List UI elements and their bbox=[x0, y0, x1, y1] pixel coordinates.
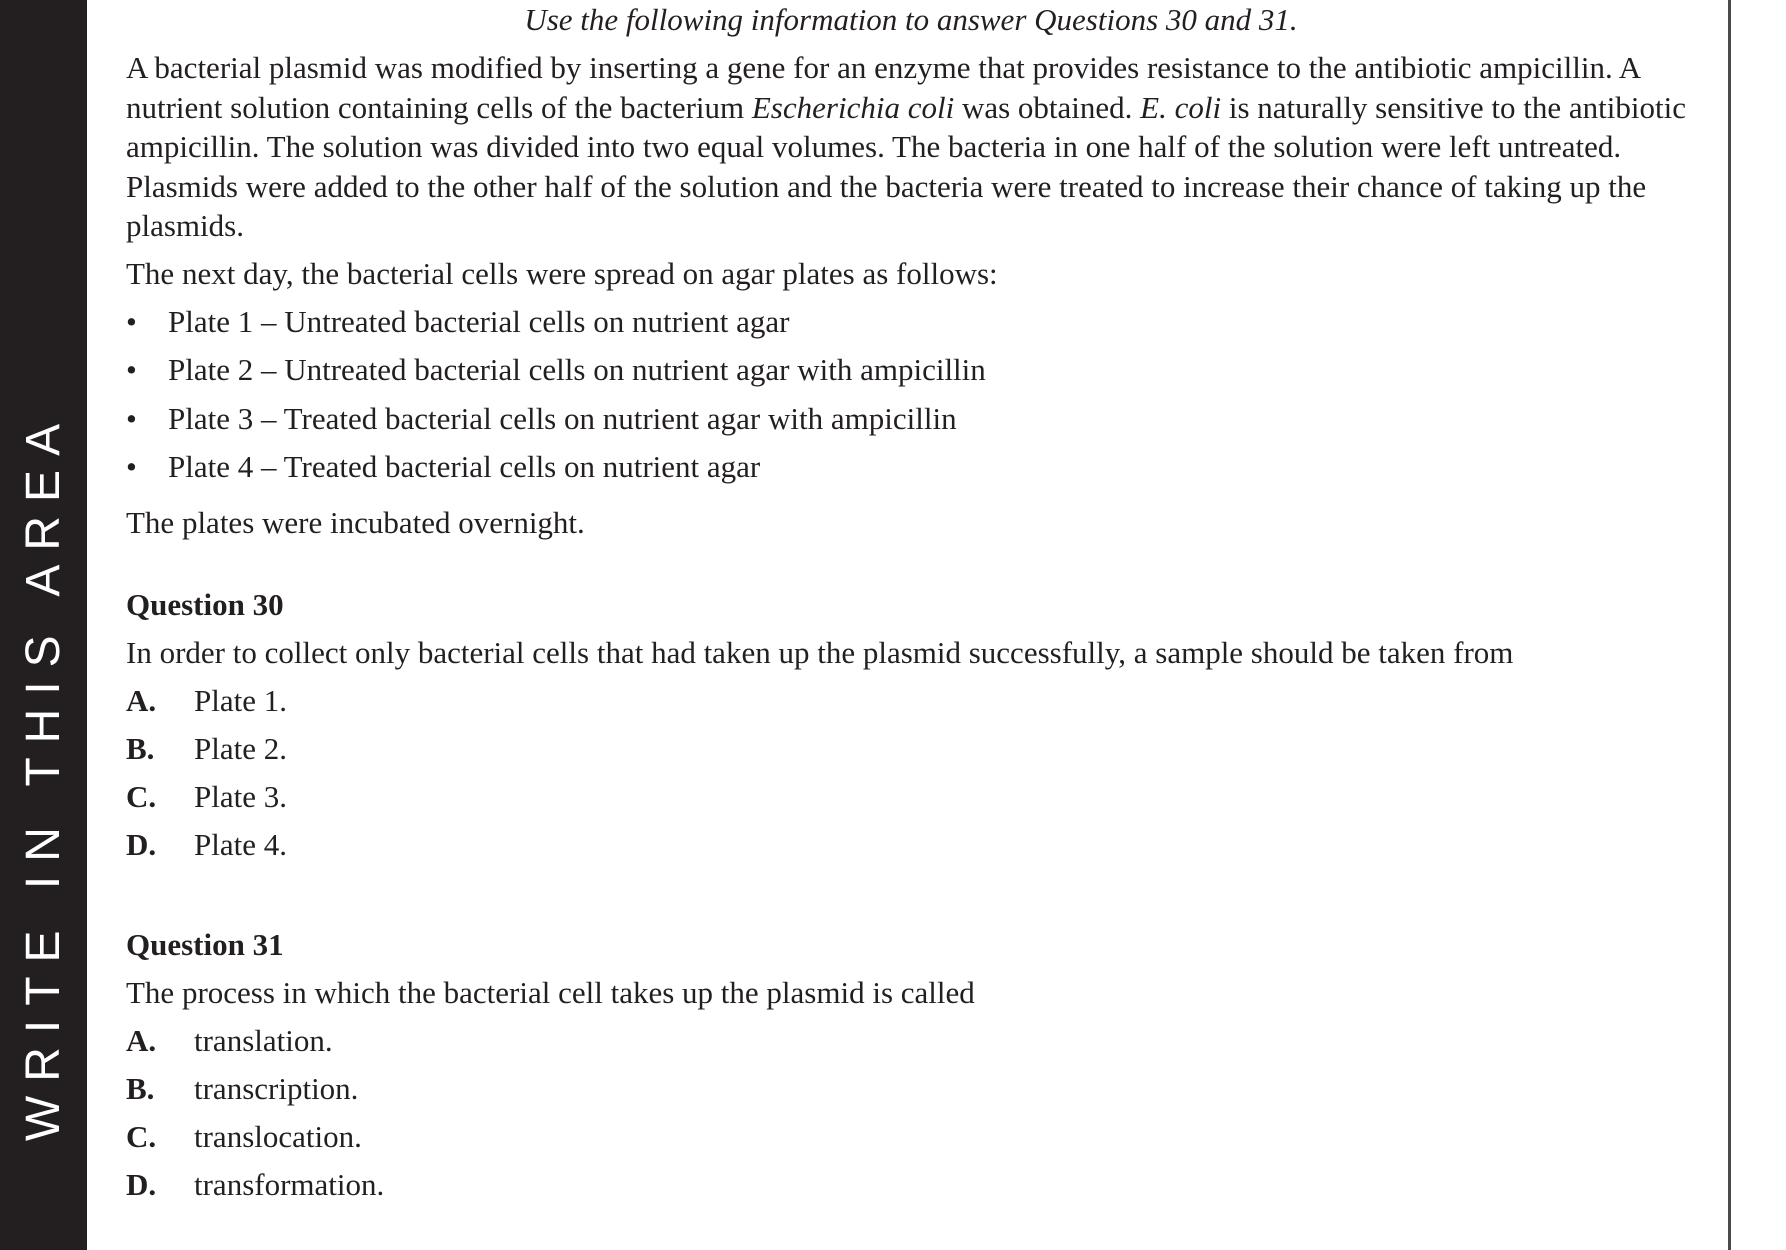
list-item-text: Plate 4 – Treated bacterial cells on nutrient agar bbox=[168, 449, 761, 484]
bullet-icon: • bbox=[126, 401, 137, 436]
passage-paragraph-2: The next day, the bacterial cells were spread on agar plates as follows: bbox=[126, 256, 998, 291]
option-letter: C. bbox=[126, 1119, 157, 1154]
question-30-stem: In order to collect only bacterial cells that had taken up the plasmid successfully, a sample should be taken from bbox=[126, 635, 1514, 670]
option-letter: D. bbox=[126, 827, 157, 862]
bullet-icon: • bbox=[126, 449, 137, 484]
margin-label: WRITE IN THIS AREA bbox=[17, 409, 70, 1141]
option-text: Plate 3. bbox=[194, 779, 287, 814]
species-name: Escherichia coli bbox=[751, 89, 955, 125]
option-letter: B. bbox=[126, 1071, 155, 1106]
list-item-text: Plate 1 – Untreated bacterial cells on nutrient agar bbox=[168, 304, 790, 339]
passage-paragraph-1 bbox=[126, 48, 1696, 246]
option-text: Plate 4. bbox=[194, 827, 287, 862]
right-border-rule bbox=[1728, 0, 1731, 1250]
option-letter: C. bbox=[126, 779, 157, 814]
option-text: translocation. bbox=[194, 1119, 362, 1154]
option-text: translation. bbox=[194, 1023, 333, 1058]
question-31-title: Question 31 bbox=[126, 927, 284, 962]
option-text: Plate 2. bbox=[194, 731, 287, 766]
passage-text-b: was obtained. bbox=[954, 89, 1141, 125]
margin-label-container bbox=[0, 0, 87, 1250]
option-letter: B. bbox=[126, 731, 155, 766]
option-text: Plate 1. bbox=[194, 683, 287, 718]
list-item-text: Plate 3 – Treated bacterial cells on nutrient agar with ampicillin bbox=[168, 401, 957, 436]
option-letter: A. bbox=[126, 683, 157, 718]
option-text: transformation. bbox=[194, 1167, 385, 1202]
passage-text-c: is naturally sensitive to the antibiotic ampicillin. The solution was divided into two equal volumes. The bacteria in one half of the solution were left untreated. Plasmids were added to the other half of the solution and the bacteria were treated to increase their chance of taking up the plasmids. bbox=[126, 89, 1686, 243]
option-letter: A. bbox=[126, 1023, 157, 1058]
intro-instruction: Use the following information to answer Questions 30 and 31. bbox=[524, 2, 1298, 37]
species-abbrev: E. coli bbox=[1140, 89, 1222, 125]
passage-paragraph-3: The plates were incubated overnight. bbox=[126, 505, 585, 540]
bullet-icon: • bbox=[126, 304, 137, 339]
question-31-stem: The process in which the bacterial cell takes up the plasmid is called bbox=[126, 975, 975, 1010]
option-text: transcription. bbox=[194, 1071, 359, 1106]
option-letter: D. bbox=[126, 1167, 157, 1202]
passage-text-a: A bacterial plasmid was modified by inserting a gene for an enzyme that provides resistance to the antibiotic ampicillin. A nutrient solution containing cells of the bacterium bbox=[126, 50, 1640, 125]
bullet-icon: • bbox=[126, 352, 137, 387]
list-item-text: Plate 2 – Untreated bacterial cells on nutrient agar with ampicillin bbox=[168, 352, 986, 387]
question-30-title: Question 30 bbox=[126, 587, 284, 622]
